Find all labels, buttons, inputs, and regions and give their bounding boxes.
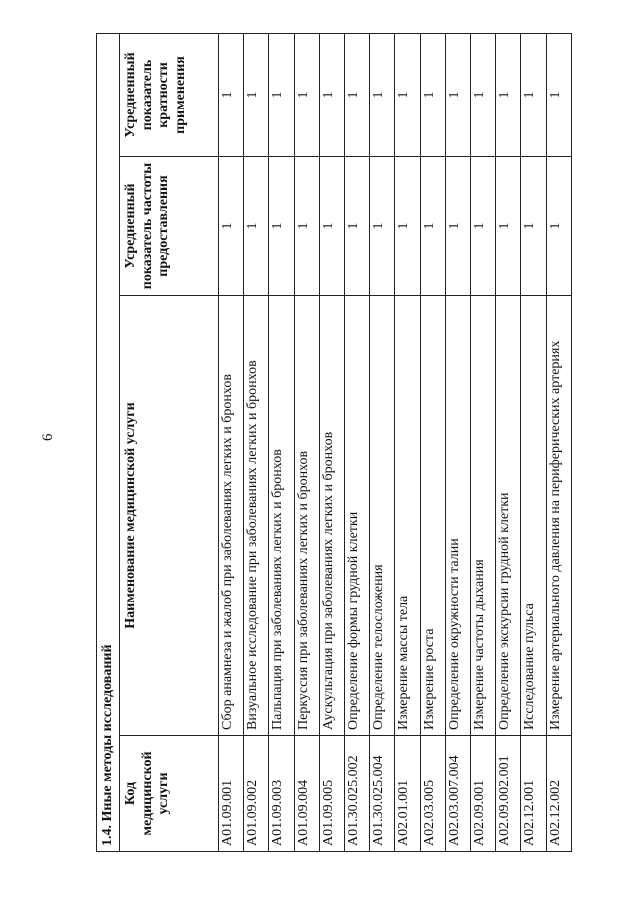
section-title: 1.4. Иные методы исследований — [97, 33, 120, 851]
table-row — [496, 33, 521, 851]
service-multiplicity: 1 — [445, 33, 470, 156]
service-multiplicity: 1 — [244, 33, 269, 156]
table-row — [294, 33, 319, 851]
service-multiplicity: 1 — [395, 33, 420, 156]
service-name: Определение телосложения — [370, 296, 395, 736]
service-code: A01.09.004 — [294, 736, 319, 852]
service-frequency: 1 — [546, 157, 571, 296]
table-row — [370, 33, 395, 851]
service-frequency: 1 — [244, 157, 269, 296]
header-name: Наименование медицинской услуги — [120, 296, 219, 736]
header-code: Код медицинской услуги — [120, 736, 219, 852]
service-multiplicity: 1 — [420, 33, 445, 156]
service-multiplicity: 1 — [521, 33, 546, 156]
service-name: Исследование пульса — [521, 296, 546, 736]
service-frequency: 1 — [420, 157, 445, 296]
service-name: Измерение артериального давления на периферических артериях — [546, 296, 571, 736]
service-code: A01.09.002 — [244, 736, 269, 852]
service-code: A02.03.007.004 — [445, 736, 470, 852]
service-multiplicity: 1 — [546, 33, 571, 156]
table-header-row — [120, 33, 219, 851]
service-name: Перкуссия при заболеваниях легких и бронхов — [294, 296, 319, 736]
service-frequency: 1 — [521, 157, 546, 296]
service-code: A01.30.025.002 — [345, 736, 370, 852]
service-code: A02.09.001 — [471, 736, 496, 852]
service-multiplicity: 1 — [370, 33, 395, 156]
service-code: A02.12.001 — [521, 736, 546, 852]
service-frequency: 1 — [370, 157, 395, 296]
table-row — [244, 33, 269, 851]
service-frequency: 1 — [471, 157, 496, 296]
table-row — [219, 33, 244, 851]
service-frequency: 1 — [345, 157, 370, 296]
service-code: A01.30.025.004 — [370, 736, 395, 852]
page-number: 6 — [40, 433, 56, 441]
table-row — [521, 33, 546, 851]
table-row — [319, 33, 344, 851]
service-name: Определение экскурсии грудной клетки — [496, 296, 521, 736]
table-row — [345, 33, 370, 851]
service-frequency: 1 — [219, 157, 244, 296]
service-multiplicity: 1 — [294, 33, 319, 156]
service-multiplicity: 1 — [345, 33, 370, 156]
service-name: Измерение массы тела — [395, 296, 420, 736]
service-code: A02.09.002.001 — [496, 736, 521, 852]
service-name: Сбор анамнеза и жалоб при заболеваниях легких и бронхов — [219, 296, 244, 736]
service-frequency: 1 — [319, 157, 344, 296]
service-multiplicity: 1 — [496, 33, 521, 156]
service-code: A02.01.001 — [395, 736, 420, 852]
service-name: Определение формы грудной клетки — [345, 296, 370, 736]
service-name: Аускультация при заболеваниях легких и бронхов — [319, 296, 344, 736]
table-row — [546, 33, 571, 851]
header-multiplicity: Усредненный показатель кратности применения — [120, 33, 219, 156]
table-row — [420, 33, 445, 851]
service-frequency: 1 — [269, 157, 294, 296]
service-multiplicity: 1 — [319, 33, 344, 156]
service-code: A01.09.003 — [269, 736, 294, 852]
services-table — [96, 33, 572, 852]
service-name: Измерение частоты дыхания — [471, 296, 496, 736]
service-name: Визуальное исследование при заболеваниях легких и бронхов — [244, 296, 269, 736]
service-frequency: 1 — [395, 157, 420, 296]
service-multiplicity: 1 — [471, 33, 496, 156]
service-multiplicity: 1 — [269, 33, 294, 156]
service-frequency: 1 — [294, 157, 319, 296]
table-row — [445, 33, 470, 851]
service-code: A02.12.002 — [546, 736, 571, 852]
service-name: Определение окружности талии — [445, 296, 470, 736]
service-frequency: 1 — [496, 157, 521, 296]
table-row — [395, 33, 420, 851]
service-frequency: 1 — [445, 157, 470, 296]
header-frequency: Усредненный показатель частоты предоставления — [120, 157, 219, 296]
service-name: Измерение роста — [420, 296, 445, 736]
table-row — [471, 33, 496, 851]
service-code: A01.09.005 — [319, 736, 344, 852]
service-name: Пальпация при заболеваниях легких и бронхов — [269, 296, 294, 736]
service-multiplicity: 1 — [219, 33, 244, 156]
services-table-container — [96, 34, 572, 852]
service-code: A01.09.001 — [219, 736, 244, 852]
table-row — [269, 33, 294, 851]
service-code: A02.03.005 — [420, 736, 445, 852]
